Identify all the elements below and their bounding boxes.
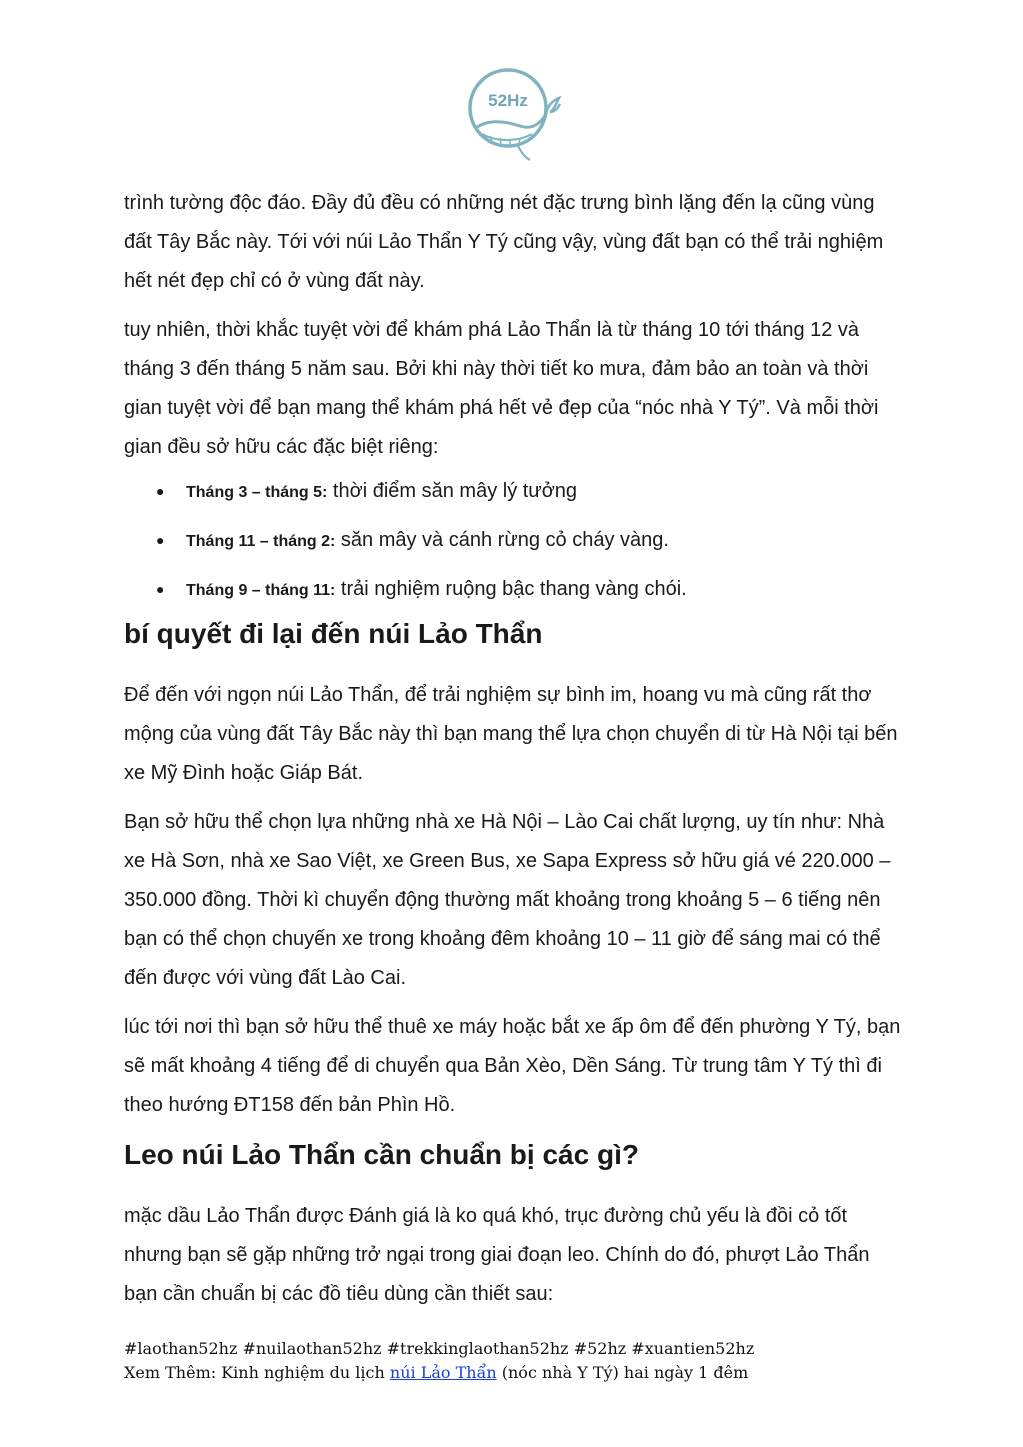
- paragraph: tuy nhiên, thời khắc tuyệt vời để khám phá Lảo Thẩn là từ tháng 10 tới tháng 12 và tháng 3 đến tháng 5 năm sau. Bởi khi này thời tiết ko mưa, đảm bảo an toàn và thời gian tuyệt vời để bạn mang thể khám phá hết vẻ đẹp của “nóc nhà Y Tý”. Và mỗi thời gian đều sở hữu các đặc biệt riêng:: [124, 319, 879, 458]
- section-heading: bí quyết đi lại đến núi Lảo Thẩn: [124, 618, 543, 649]
- bullet-icon: ●: [156, 483, 165, 499]
- see-more-suffix: (nóc nhà Y Tý) hai ngày 1 đêm: [496, 1363, 749, 1382]
- bullet-icon: ●: [156, 581, 165, 597]
- article-body: [124, 184, 904, 1324]
- list-item-label: Tháng 9 – tháng 11:: [186, 582, 336, 599]
- hashtags: #laothan52hz #nuilaothan52hz #trekkinglaothan52hz #52hz #xuantien52hz: [124, 1339, 755, 1358]
- paragraph: lúc tới nơi thì bạn sở hữu thể thuê xe máy hoặc bắt xe ấp ôm để đến phường Y Tý, bạn sẽ mất khoảng 4 tiếng để di chuyển qua Bản Xèo, Dền Sáng. Từ trung tâm Y Tý thì đi theo hướng ĐT158 đến bản Phìn Hồ.: [124, 1016, 901, 1116]
- logo-text: 52Hz: [488, 91, 528, 110]
- paragraph: Bạn sở hữu thể chọn lựa những nhà xe Hà Nội – Lào Cai chất lượng, uy tín như: Nhà xe Hà Sơn, nhà xe Sao Việt, xe Green Bus, xe Sapa Express sở hữu giá vé 220.000 – 350.000 đồng. Thời kì chuyển động thường mất khoảng trong khoảng 5 – 6 tiếng nên bạn có thể chọn chuyến xe trong khoảng đêm khoảng 10 – 11 giờ để sáng mai có thể đến được với vùng đất Lào Cai.: [124, 811, 891, 989]
- list-item-text: trải nghiệm ruộng bậc thang vàng chói.: [335, 578, 687, 600]
- list-item: [156, 526, 904, 556]
- season-list: [124, 477, 904, 605]
- see-more-line: [124, 1361, 924, 1385]
- list-item-label: Tháng 3 – tháng 5:: [186, 484, 328, 501]
- paragraph: Để đến với ngọn núi Lảo Thẩn, để trải nghiệm sự bình im, hoang vu mà cũng rất thơ mộng của vùng đất Tây Bắc này thì bạn mang thể lựa chọn chuyển di từ Hà Nội tại bến xe Mỹ Đình hoặc Giáp Bát.: [124, 684, 898, 784]
- see-more-prefix: Xem Thêm: Kinh nghiệm du lịch: [124, 1363, 390, 1382]
- bullet-icon: ●: [156, 532, 165, 548]
- list-item-text: thời điểm săn mây lý tưởng: [327, 480, 578, 502]
- footer: [124, 1337, 924, 1385]
- section-heading: Leo núi Lảo Thẩn cần chuẩn bị các gì?: [124, 1139, 639, 1170]
- list-item-text: săn mây và cánh rừng cỏ cháy vàng.: [335, 529, 669, 551]
- list-item: [156, 575, 904, 605]
- list-item: [156, 477, 904, 507]
- paragraph: mặc dầu Lảo Thẩn được Đánh giá là ko quá khó, trục đường chủ yếu là đồi cỏ tốt nhưng bạn sẽ gặp những trở ngại trong giai đoạn leo. Chính do đó, phượt Lảo Thẩn bạn cần chuẩn bị các đồ tiêu dùng cần thiết sau:: [124, 1205, 870, 1305]
- list-item-label: Tháng 11 – tháng 2:: [186, 533, 336, 550]
- lao-than-link[interactable]: núi Lảo Thẩn: [389, 1363, 497, 1382]
- 52hz-logo: [462, 62, 562, 162]
- paragraph: trình tường độc đáo. Đầy đủ đều có những nét đặc trưng bình lặng đến lạ cũng vùng đất Tây Bắc này. Tới với núi Lảo Thẩn Y Tý cũng vậy, vùng đất bạn có thể trải nghiệm hết nét đẹp chỉ có ở vùng đất này.: [124, 192, 884, 292]
